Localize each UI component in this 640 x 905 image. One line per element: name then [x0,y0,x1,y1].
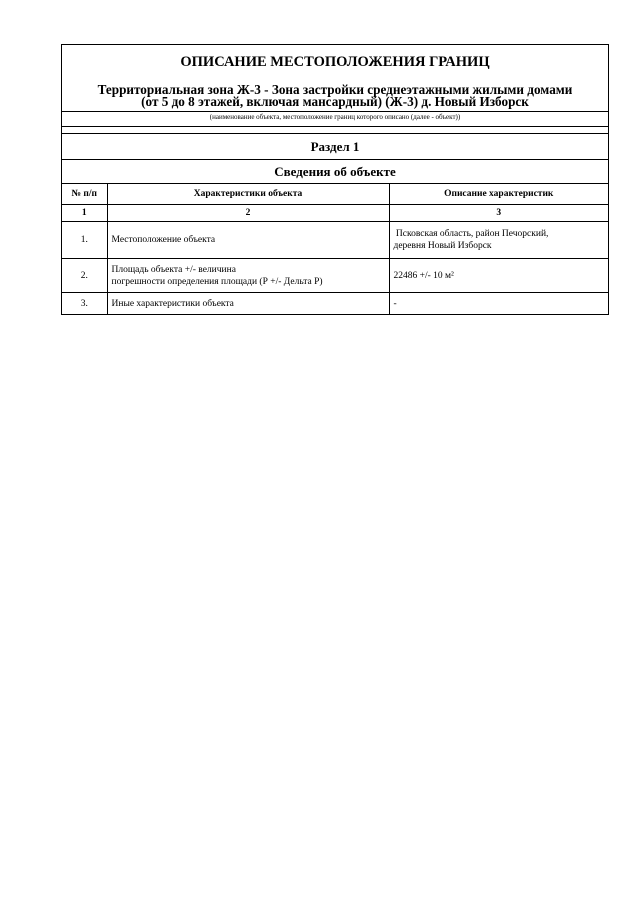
row-number: 1. [62,222,107,259]
row-description [389,293,608,315]
row-characteristic [107,222,389,259]
column-number: 2 [107,205,389,222]
row-number: 3. [62,293,107,315]
row-characteristic [107,293,389,315]
characteristic-text: Иные характеристики объекта [111,298,234,309]
column-number: 1 [62,205,107,222]
column-number: 3 [389,205,608,222]
table-row [62,222,608,259]
row-description [389,222,608,259]
header-characteristic: Характеристики объекта [107,184,389,205]
row-characteristic [107,259,389,293]
document-title: ОПИСАНИЕ МЕСТОПОЛОЖЕНИЯ ГРАНИЦ [180,54,490,70]
description-text: - [393,298,397,309]
table-header-row [62,184,608,205]
object-name-line2: (от 5 до 8 этажей, включая мансардный) (Ж-3) д. Новый Изборск [141,94,529,109]
header-description: Описание характеристик [389,184,608,205]
characteristic-text: Площадь объекта +/- величина [111,264,236,275]
section-label: Раздел 1 [62,134,608,160]
boundary-description-sheet [61,44,609,315]
header-num: № п/п [62,184,107,205]
table-row [62,259,608,293]
row-number: 2. [62,259,107,293]
table-row [62,293,608,315]
divider-gap [62,126,608,134]
description-text: деревня Новый Изборск [393,241,492,251]
section-title: Сведения об объекте [62,160,608,184]
object-name-line1: Территориальная зона Ж-3 - Зона застройки среднеэтажными жилыми домами [97,82,573,97]
object-info-table [62,184,608,314]
object-caption: (наименование объекта, местоположение границ которого описано (далее - объект)) [209,113,461,121]
characteristic-text: Местоположение объекта [111,235,216,245]
description-text: Псковская область, район Печорский, [393,229,549,239]
description-text: 22486 +/- 10 м² [393,270,454,281]
row-description [389,259,608,293]
object-name [62,79,608,112]
column-number-row [62,205,608,222]
characteristic-text: погрешности определения площади (Р +/- Дельта Р) [111,276,323,287]
